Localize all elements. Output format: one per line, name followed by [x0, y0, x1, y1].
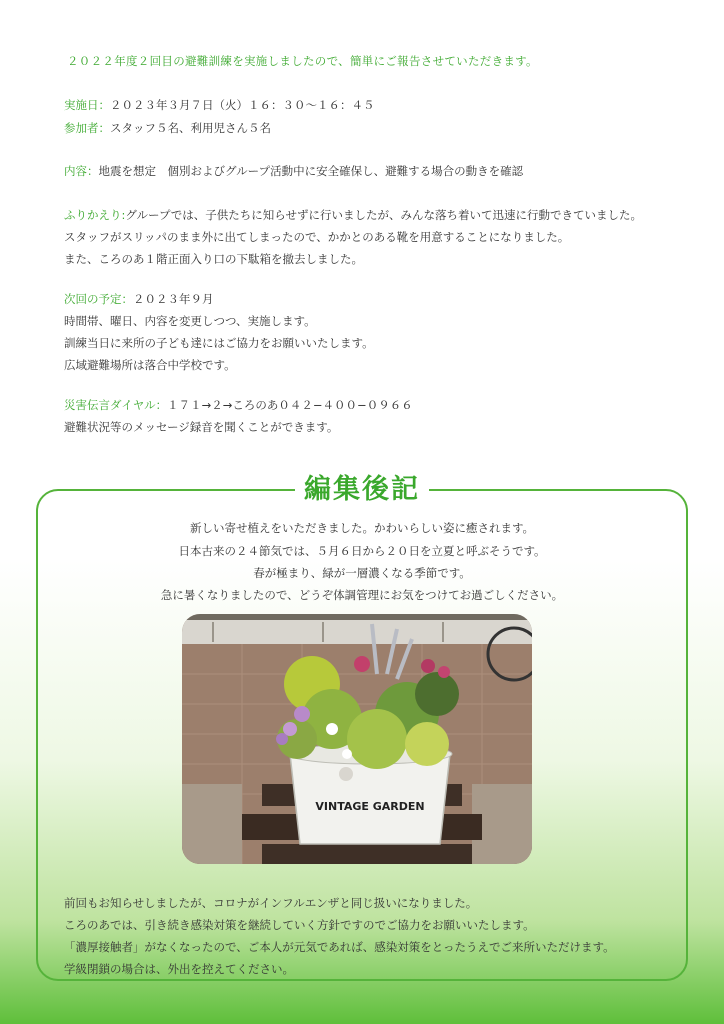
content-value: 地震を想定 個別およびグループ活動中に安全確保し、避難する場合の動きを確認 [98, 164, 524, 178]
review-label: ふりかえり: [64, 208, 126, 222]
next-line-3: 広域避難場所は落合中学校です。 [64, 358, 236, 372]
content-row [64, 161, 523, 181]
participants-label: 参加者： [64, 121, 110, 135]
dial-label: 災害伝言ダイヤル： [64, 398, 168, 412]
dial-row [64, 395, 413, 415]
review-line-1: グループでは、子供たちに知らせずに行いましたが、みんな落ち着いて迅速に行動できていました。 [125, 208, 642, 222]
next-value: ２０２３年９月 [133, 292, 214, 306]
flower-pot-photo [182, 614, 532, 864]
editor-line-2: 日本古来の２４節気では、５月６日から２０日を立夏と呼ぶそうです。 [178, 544, 546, 558]
next-row [64, 289, 214, 309]
participants-value: スタッフ５名、利用児さん５名 [110, 121, 271, 135]
review-row [64, 205, 642, 225]
dial-line: 避難状況等のメッセージ録音を聞くことができます。 [64, 420, 339, 434]
covid-line-2: ころのあでは、引き続き感染対策を継続していく方針ですのでご協力をお願いいたします。 [64, 918, 535, 932]
date-value: ２０２３年３月７日（火）１６：３０〜１６：４５ [110, 98, 375, 112]
editor-line-3: 春が極まり、緑が一層濃くなる季節です。 [253, 566, 471, 580]
date-label: 実施日： [64, 98, 110, 112]
review-line-3: また、ころのあ１階正面入り口の下駄箱を撤去しました。 [64, 252, 363, 266]
participants-row [64, 118, 271, 138]
flower-pot-illustration [182, 614, 532, 864]
review-line-2: スタッフがスリッパのまま外に出てしまったので、かかとのある靴を用意することになりました。 [64, 230, 570, 244]
intro-text: ２０２２年度２回目の避難訓練を実施しましたので、簡単にご報告させていただきます。 [67, 54, 538, 68]
covid-line-3: 「濃厚接触者」がなくなったので、ご本人が元気であれば、感染対策をとったうえでご来所いただけます。 [64, 940, 615, 954]
date-row [64, 95, 375, 115]
next-label: 次回の予定： [64, 292, 133, 306]
dial-value: １７１→２→ころのあ０４２−４００−０９６６ [167, 398, 413, 412]
editor-line-4: 急に暑くなりましたので、どうぞ体調管理にお気をつけてお過ごしください。 [160, 588, 564, 602]
next-line-1: 時間帯、曜日、内容を変更しつつ、実施します。 [64, 314, 316, 328]
covid-line-1: 前回もお知らせしましたが、コロナがインフルエンザと同じ扱いになりました。 [64, 896, 478, 910]
covid-line-4: 学級閉鎖の場合は、外出を控えてください。 [64, 962, 294, 976]
next-line-2: 訓練当日に来所の子ども達にはご協力をお願いいたします。 [64, 336, 374, 350]
content-label: 内容： [64, 164, 99, 178]
editor-note-title: 編集後記 [295, 470, 429, 510]
editor-line-1: 新しい寄せ植えをいただきました。かわいらしい姿に癒されます。 [189, 521, 535, 535]
pot-label: VINTAGE GARDEN [315, 800, 425, 813]
